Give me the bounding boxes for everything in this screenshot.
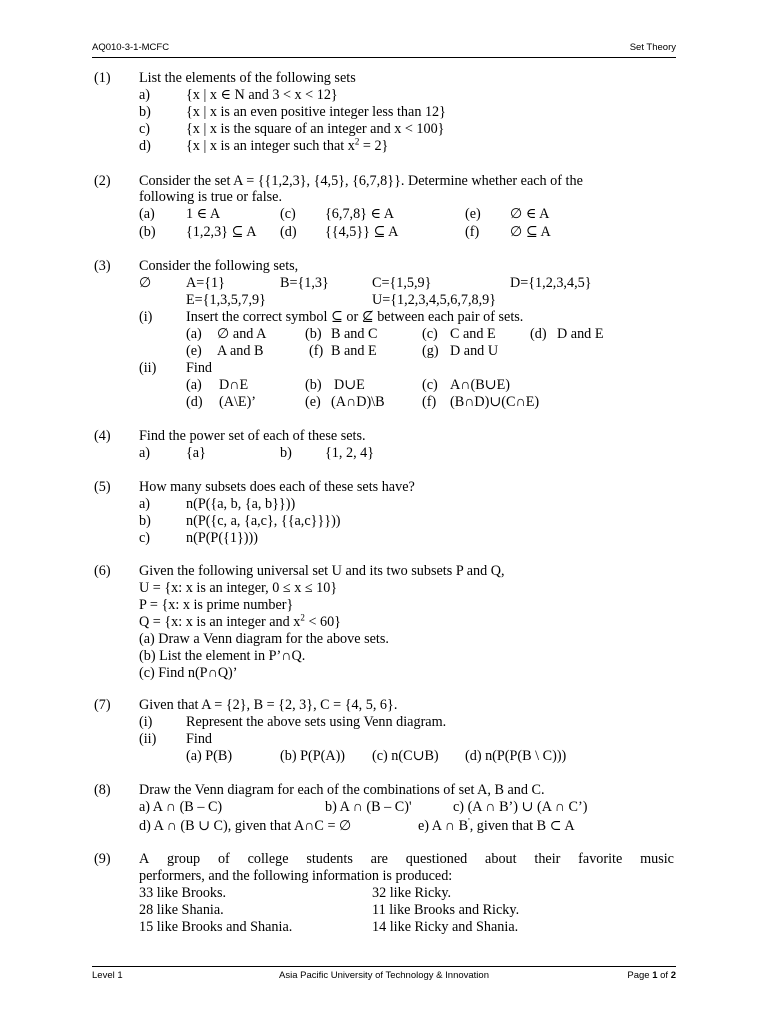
q8-part-a: a) A ∩ (B – C): [139, 799, 223, 815]
question-4-number: (4): [94, 428, 111, 444]
q3-i-b-text: B and C: [331, 326, 378, 342]
q9-fact-5: 15 like Brooks and Shania.: [139, 919, 293, 935]
q3-i-c-label: (c): [422, 326, 438, 342]
q3-ii-d-text: (A\E)’: [219, 394, 257, 410]
q3-ii-a-text: D∩E: [219, 377, 249, 393]
question-3-text: Consider the following sets,: [139, 258, 299, 274]
q7-ii-a: (a) P(B): [186, 748, 233, 764]
q6-part-b: (b) List the element in P’∩Q.: [139, 648, 306, 664]
q3-ii-e-label: (e): [305, 394, 321, 410]
q6-set-q: Q = {x: x is an integer and $x^2 < 60$}: [139, 612, 341, 630]
q9-fact-1: 33 like Brooks.: [139, 885, 227, 901]
q3-set-e: E={1,3,5,7,9}: [186, 292, 266, 308]
footer-rule: [92, 966, 676, 967]
question-9-text-line1: A group of college students are questioned about their favorite music: [139, 851, 674, 867]
q3-i-f-text: B and E: [331, 343, 377, 359]
q3-i-b-label: (b): [305, 326, 322, 342]
q5-b-label: b): [139, 513, 151, 529]
question-6-number: (6): [94, 563, 111, 579]
q7-ii-d: (d) n(P(P(B \ C))): [465, 748, 567, 764]
q3-ii-c-label: (c): [422, 377, 438, 393]
q2-f-text: ∅ ⊆ A: [510, 224, 551, 240]
q2-b-text: {1,2,3} ⊆ A: [186, 224, 257, 240]
q3-i-g-label: (g): [422, 343, 439, 359]
q3-ii-a-label: (a): [186, 377, 202, 393]
question-1-number: (1): [94, 70, 111, 86]
q4-a-text: {a}: [186, 445, 206, 461]
q7-i-label: (i): [139, 714, 153, 730]
q3-set-d: D={1,2,3,4,5}: [510, 275, 592, 291]
q1-c-text: {x | x is the square of an integer and x < 100}: [186, 121, 445, 137]
q2-e-label: (e): [465, 206, 481, 222]
q1-b-text: {x | x is an even positive integer less than 12}: [186, 104, 446, 120]
q8-part-d: d) A ∩ (B ∪ C), given that A∩C = ∅: [139, 818, 352, 834]
q6-part-a: (a) Draw a Venn diagram for the above sets.: [139, 631, 389, 647]
q4-b-text: {1, 2, 4}: [325, 445, 375, 461]
q2-d-text: {{4,5}} ⊆ A: [325, 224, 399, 240]
q3-i-e-text: A and B: [217, 343, 264, 359]
q1-a-label: a): [139, 87, 151, 103]
question-5-number: (5): [94, 479, 111, 495]
q8-part-b: b) A ∩ (B – C)': [325, 799, 412, 815]
q1-b-label: b): [139, 104, 151, 120]
question-1-text: List the elements of the following sets: [139, 70, 356, 86]
q2-d-label: (d): [280, 224, 297, 240]
question-7-text: Given that A = {2}, B = {2, 3}, C = {4, 5, 6}.: [139, 697, 398, 713]
question-8-number: (8): [94, 782, 111, 798]
q3-set-b: B={1,3}: [280, 275, 329, 291]
q1-c-label: c): [139, 121, 151, 137]
q3-set-c: C={1,5,9}: [372, 275, 432, 291]
q8-part-c: c) (A ∩ B’) ∪ (A ∩ C’): [453, 799, 588, 815]
q3-i-f-label: (f): [309, 343, 324, 359]
q6-part-c: (c) Find n(P∩Q)’: [139, 665, 238, 681]
q2-a-label: (a): [139, 206, 155, 222]
q3-ii-text: Find: [186, 360, 213, 376]
q2-e-text: ∅ ∈ A: [510, 206, 550, 222]
q7-ii-text: Find: [186, 731, 213, 747]
question-7-number: (7): [94, 697, 111, 713]
q5-c-text: n(P(P({1}))): [186, 530, 258, 546]
q1-d-label: d): [139, 138, 151, 154]
question-9-number: (9): [94, 851, 111, 867]
question-2-number: (2): [94, 173, 111, 189]
q2-f-label: (f): [465, 224, 480, 240]
header-rule: [92, 57, 676, 58]
question-3-number: (3): [94, 258, 111, 274]
q3-i-a-label: (a): [186, 326, 202, 342]
q8-part-e: e) A ∩ B', given that B ⊂ A: [418, 816, 575, 834]
q3-i-d-label: (d): [530, 326, 547, 342]
q3-i-c-text: C and E: [450, 326, 496, 342]
q3-ii-label: (ii): [139, 360, 157, 376]
page-number: Page 1 of 2: [627, 970, 676, 981]
q9-fact-6: 14 like Ricky and Shania.: [372, 919, 519, 935]
q3-ii-f-text: (B∩D)∪(C∩E): [450, 394, 540, 410]
q3-ii-e-text: (A∩D)\B: [331, 394, 385, 410]
q3-ii-b-label: (b): [305, 377, 322, 393]
q4-b-label: b): [280, 445, 292, 461]
q2-c-text: {6,7,8} ∈ A: [325, 206, 395, 222]
document-topic: Set Theory: [629, 42, 676, 53]
q3-i-a-text: ∅ and A: [217, 326, 267, 342]
q3-i-d-text: D and E: [557, 326, 604, 342]
q7-i-text: Represent the above sets using Venn diagram.: [186, 714, 447, 730]
question-2-text-line1: Consider the set A = {{1,2,3}, {4,5}, {6,7,8}}. Determine whether each of the: [139, 173, 583, 189]
q7-ii-label: (ii): [139, 731, 157, 747]
q1-a-text: {x | x ∈ N and 3 < x < 12}: [186, 87, 338, 103]
q2-a-text: 1 ∈ A: [186, 206, 221, 222]
q7-ii-c: (c) n(C∪B): [372, 748, 439, 764]
q1-d-text: {x | x is an integer such that $x^2 = 2$}: [186, 136, 389, 154]
question-4-text: Find the power set of each of these sets.: [139, 428, 366, 444]
q5-a-label: a): [139, 496, 151, 512]
q5-c-label: c): [139, 530, 151, 546]
q9-fact-2: 32 like Ricky.: [372, 885, 452, 901]
question-5-text: How many subsets does each of these sets have?: [139, 479, 415, 495]
q6-universal-set: U = {x: x is an integer, 0 ≤ x ≤ 10}: [139, 580, 338, 596]
institution-name: Asia Pacific University of Technology & Innovation: [279, 970, 489, 981]
q9-fact-4: 11 like Brooks and Ricky.: [372, 902, 520, 918]
q3-i-text: Insert the correct symbol ⊆ or ⊈ between each pair of sets.: [186, 309, 524, 325]
page-header: [92, 42, 676, 56]
q3-set-a: A={1}: [186, 275, 225, 291]
q3-ii-f-label: (f): [422, 394, 437, 410]
q3-empty-set: ∅: [139, 275, 152, 291]
q9-fact-3: 28 like Shania.: [139, 902, 224, 918]
page-footer: [92, 970, 676, 984]
course-code: AQ010-3-1-MCFC: [92, 42, 170, 53]
q2-b-label: (b): [139, 224, 156, 240]
q2-c-label: (c): [280, 206, 296, 222]
q3-set-u: U={1,2,3,4,5,6,7,8,9}: [372, 292, 497, 308]
q7-ii-b: (b) P(P(A)): [280, 748, 346, 764]
question-8-text: Draw the Venn diagram for each of the combinations of set A, B and C.: [139, 782, 545, 798]
q4-a-label: a): [139, 445, 151, 461]
question-2-text-line2: following is true or false.: [139, 189, 283, 205]
level-label: Level 1: [92, 970, 123, 981]
q5-a-text: n(P({a, b, {a, b}})): [186, 496, 296, 512]
q6-set-p: P = {x: x is prime number}: [139, 597, 294, 613]
question-6-text: Given the following universal set U and its two subsets P and Q,: [139, 563, 505, 579]
q3-i-label: (i): [139, 309, 153, 325]
q3-ii-c-text: A∩(B∪E): [450, 377, 510, 393]
question-9-text-line2: performers, and the following information is produced:: [139, 868, 453, 884]
q3-ii-d-label: (d): [186, 394, 203, 410]
q3-i-g-text: D and U: [450, 343, 499, 359]
q3-ii-b-text: D∪E: [334, 377, 365, 393]
q3-i-e-label: (e): [186, 343, 202, 359]
q5-b-text: n(P({c, a, {a,c}, {{a,c}}})): [186, 513, 341, 529]
